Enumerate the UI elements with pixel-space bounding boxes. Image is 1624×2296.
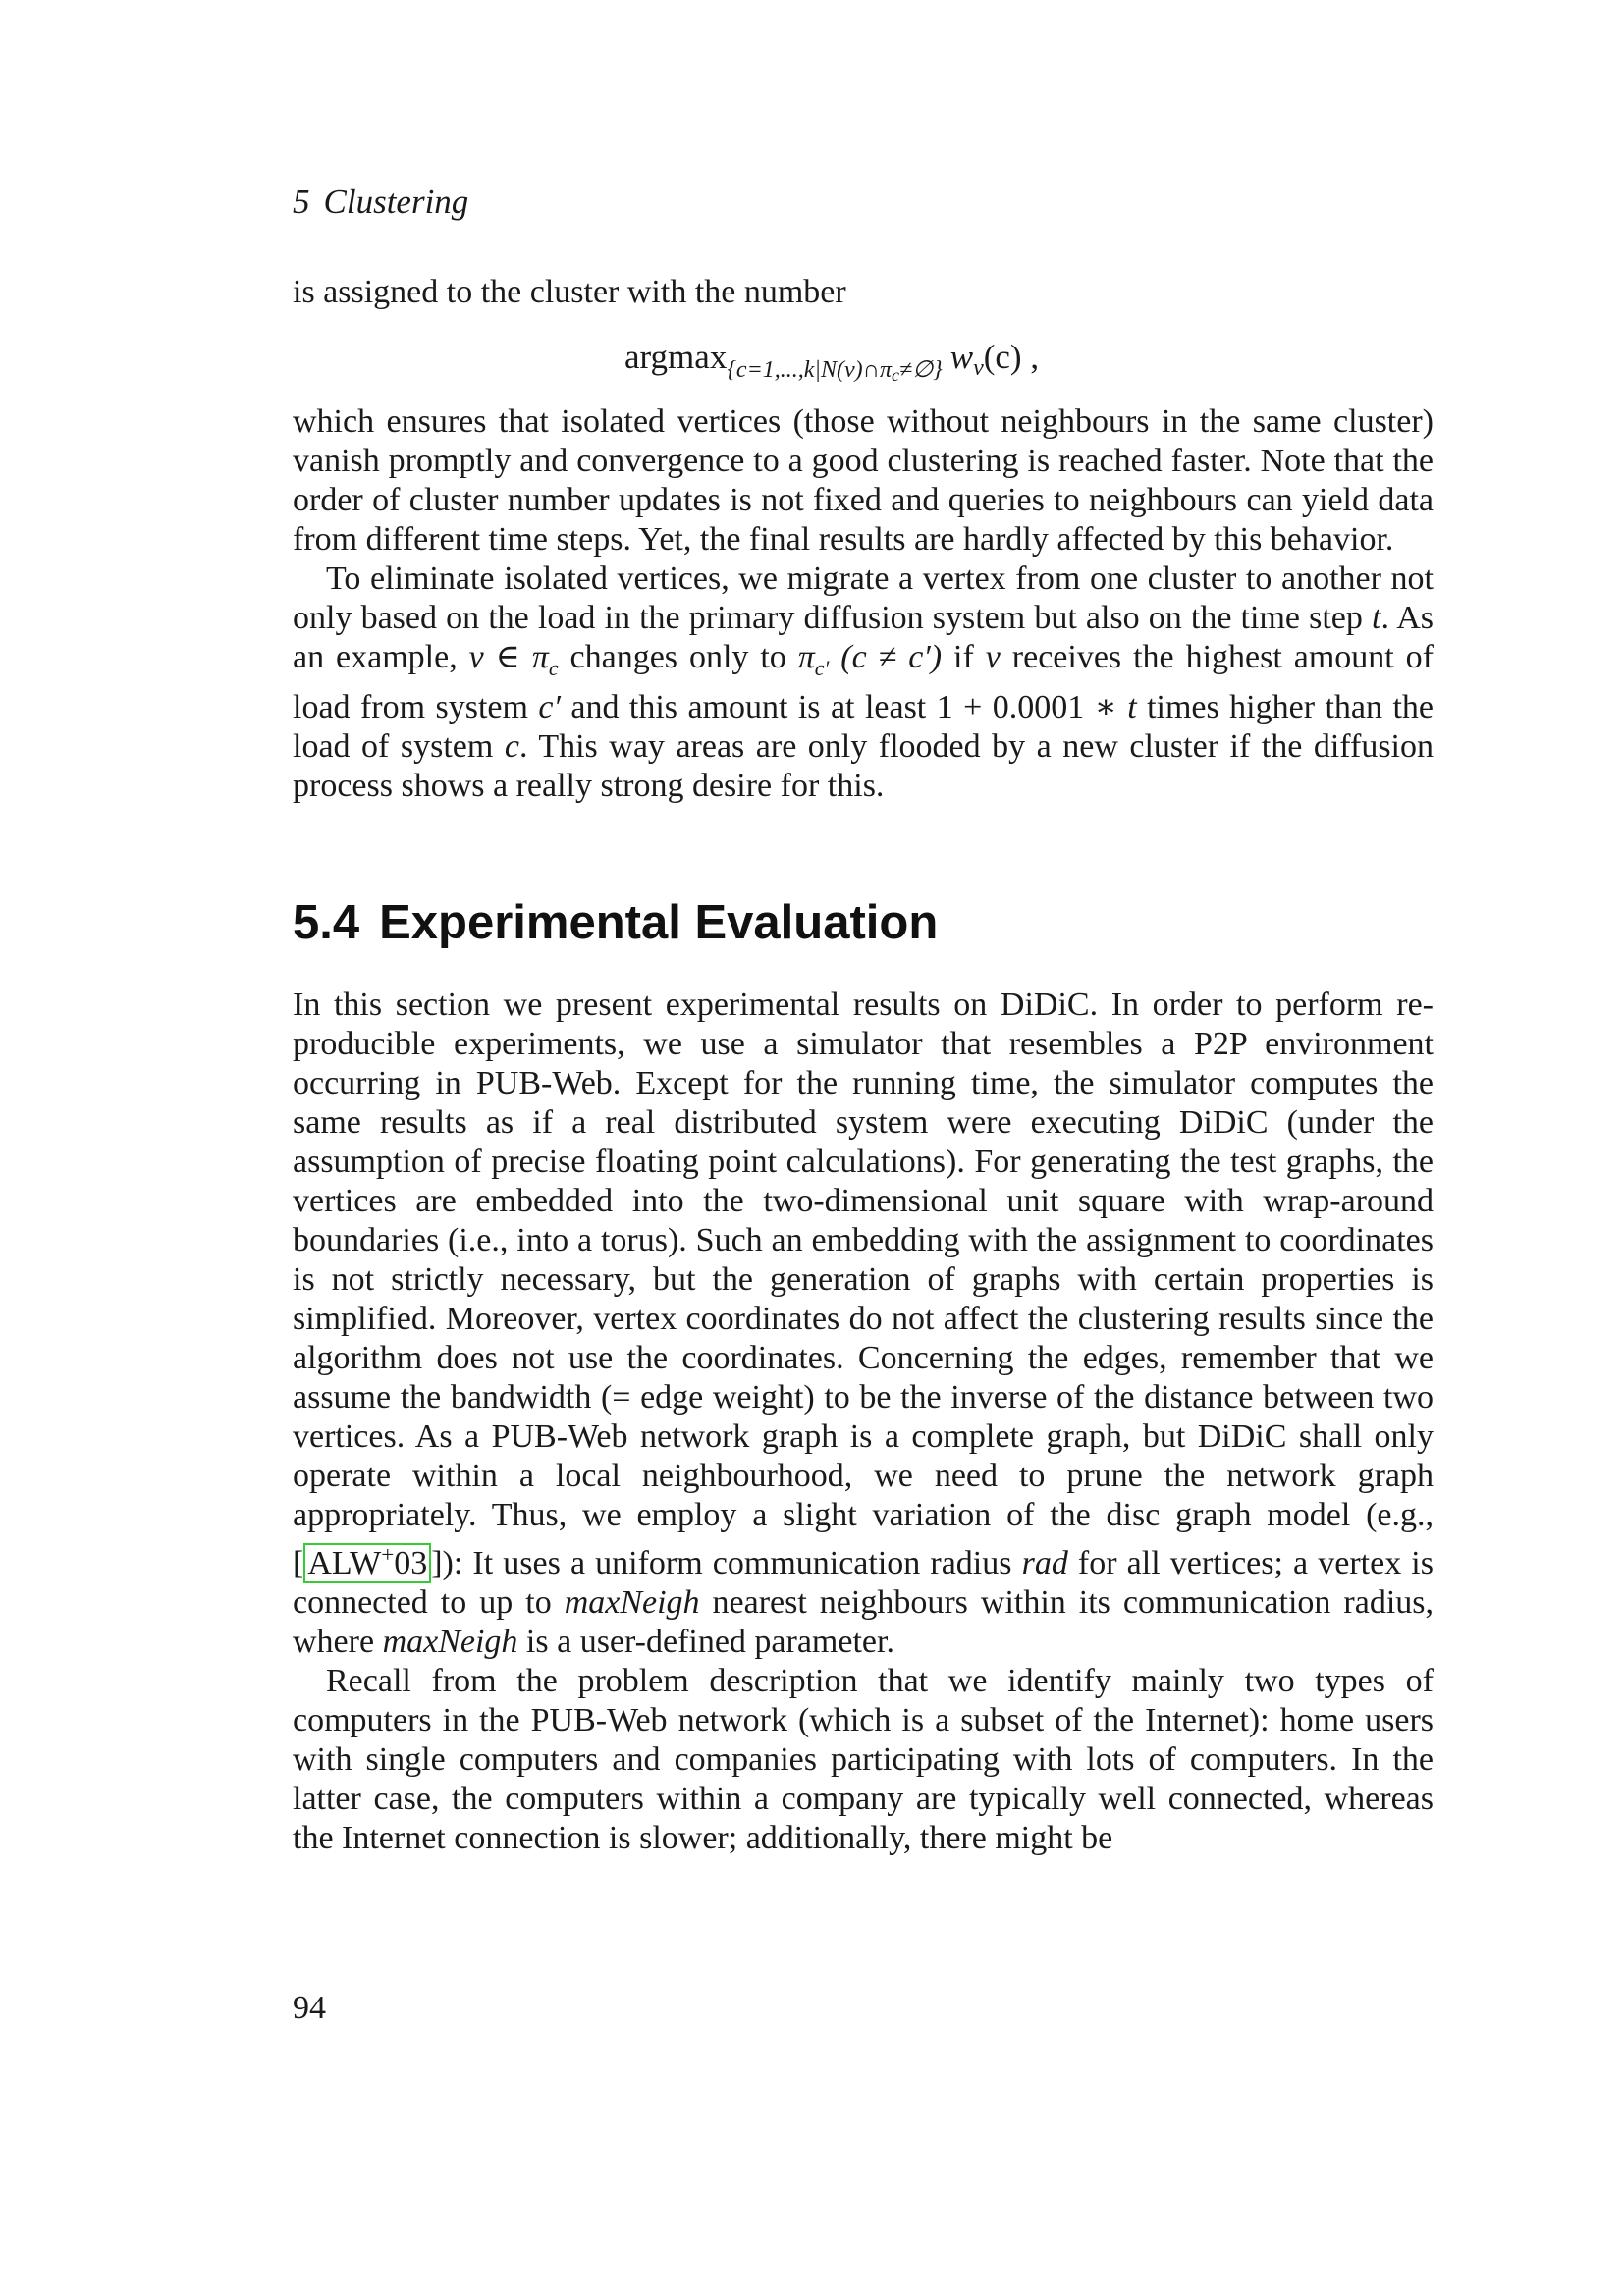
argmax-formula: [624, 336, 1039, 397]
paragraph-4: Recall from the problem description that we identify mainly two types of computers in the PUB-Web network (which is a subset of the Internet): home users with single computers and companies participating with lots of computers. In the latter case, the computers within a company are typically well connected, whereas the Internet connection is slower; additionally, there might be: [293, 1663, 1434, 1856]
paragraph-2: To eliminate isolated vertices, we migrate a vertex from one cluster to another not only based on the load in the primary diffusion system but also on the time step t. As an example, v ∈ $\pi_c$ changes only to $\pi_{c'}$ (c ≠ c′) if v receives the highest amount of load from system c′ and this amount is at least 1 + 0.0001 ∗ t times higher than the load of system c. This way areas are only flooded by a new cluster if the diffusion process shows a really strong desire for this.: [293, 561, 1434, 804]
body-paragraphs-section: [293, 986, 1434, 1858]
paragraph-3: In this section we present experimental results on DiDiC. In order to perform reproducible experiments, we use a simulator that resembles a P2P environment occurring in PUB-Web. Except for the running time, the simulator computes the same results as if a real distributed system were executing DiDiC (under the assumption of precise floating point calculations). For generating the test graphs, the vertices are embedded into the two-dimensional unit square with wrap-around boundaries (i.e., into a torus). Such an embedding with the assignment to coordinates is not strictly necessary, but the generation of graphs with certain properties is simplified. Moreover, vertex coordinates do not affect the clustering results since the algorithm does not use the coordinates. Concerning the edges, remember that we assume the bandwidth (= edge weight) to be the inverse of the distance between two vertices. As a PUB-Web network graph is a complete graph, but DiDiC shall only operate within a local neighbourhood, we need to prune the network graph appropriately. Thus, we employ a slight variation of the disc graph model (e.g., [ ALW+03 ]): It uses a uniform communication radius rad for all vertices; a vertex is connected to up to maxNeigh nearest neighbours within its communication radius, where maxNeigh is a user-defined parameter.: [293, 987, 1434, 1660]
chapter-number: 5: [293, 183, 310, 221]
chapter-title: Clustering: [323, 183, 469, 221]
math-v-in-pi: v ∈ $\pi_c$: [468, 639, 559, 680]
page-number: 94: [293, 1990, 326, 2026]
body-paragraphs-top: [293, 402, 1434, 806]
formula-operator: argmax: [624, 338, 728, 376]
formula-subscript: {c=1,...,k|N(v)∩πc≠∅}: [727, 357, 943, 385]
section-title: Experimental Evaluation: [379, 896, 939, 949]
running-head: [293, 181, 468, 224]
formula-argument: (c) ,: [983, 338, 1040, 376]
intro-text: is assigned to the cluster with the number: [293, 274, 846, 310]
formula-weight: $w_v$: [949, 338, 984, 381]
intro-line: [293, 273, 1434, 312]
citation-link[interactable]: ALW+03: [303, 1543, 431, 1583]
section-heading: [293, 893, 938, 952]
paragraph-1: which ensures that isolated vertices (those without neighbours in the same cluster) vanish promptly and convergence to a good clustering is reached faster. Note that the order of cluster number updates is not fixed and queries to neighbours can yield data from different time steps. Yet, the final results are hardly affected by this behavior.: [293, 403, 1434, 558]
math-pi-cprime: $\pi_{c'}$: [797, 639, 830, 680]
section-number: 5.4: [293, 896, 360, 949]
